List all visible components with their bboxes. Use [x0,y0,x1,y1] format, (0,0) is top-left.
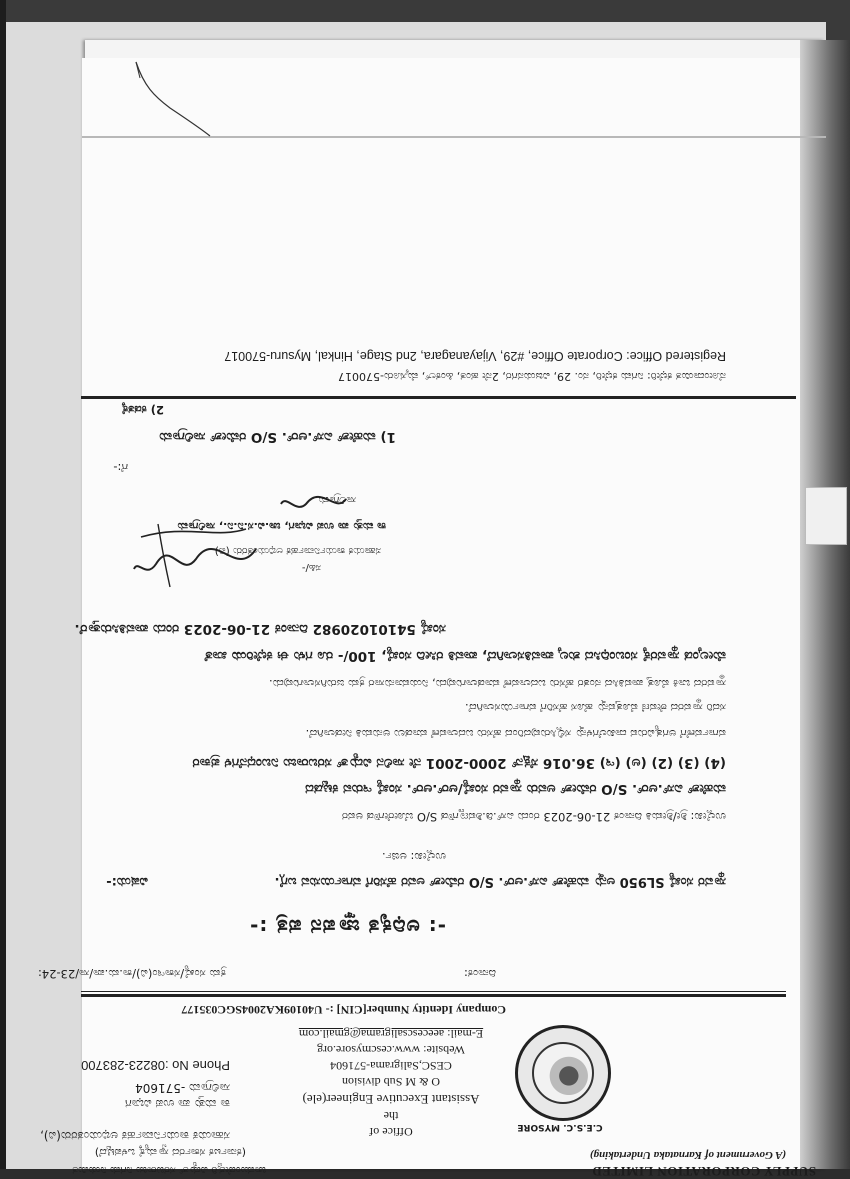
subject-label: ವಿಷಯ:- [106,874,148,889]
subject-reference: ಉಲ್ಲೇಖ: ಅರ್ಜಿ. [381,850,446,864]
office-address: CESC,Saligrama-571604 [330,1059,452,1073]
email: E-mail: aeecescsaligrama@gmail.com [298,1027,484,1041]
document-title: -: ಅಧಿಕೃತ ಜ್ಞಾಪನ ಪತ್ರ :- [249,915,446,939]
body-line-1: ಉಲ್ಲೇಖ: ಶ್ರೀ/ಶ್ರೀಮತಿ ದಿನಾಂಕ 21-06-2023 ರಂದು ಎಸ್.ಡಿ.ಶಿವಣ್ಣಗೌಡ S/O ಬೋರೇಗೌಡ ಅವರ [341,810,726,824]
office-the: the [383,1109,399,1123]
signature-office: ಕಾ ಮತ್ತು ಪಾ ಉಪ ವಿಭಾಗ, ಚಾ.ವಿ.ಸ.ನಿ.ನಿ., ಸಾಲಿಗ್ರಾಮ [177,520,386,533]
website: Website: www.cescmysore.org [317,1043,465,1057]
reference-date: ದಿನಾಂಕ: [463,967,496,981]
cin: Company Identity Number[CIN] :- U40109KA2004SGC035177 [181,1003,506,1017]
body-line-2: ಮಹೇಶ್ ಎಸ್.ಆರ್. S/O ರಮೇಶ್ ಅವರು ಸ್ಥಾವರ ಸಂಖ್ಯೆ/ಆರ್.ಆರ್. ಸಂಖ್ಯೆ ಇರುವ ಕಟ್ಟಡದ [305,781,726,797]
recipient-2: 2) ಕಡತಕ್ಕೆ [121,403,164,417]
header-rule [81,994,786,997]
kannada-office: ಸಹಾಯಕ ಕಾರ್ಯನಿರ್ವಾಹಕ ಅಭಿಯಂತರರು(ವಿ), [40,1129,230,1143]
logo-emblem-icon [532,1042,594,1104]
body-line-6: ಸ್ಥಾವರದ ಬಾಕಿ ಮೊತ್ತ ಪಾವತಿಸಿದ ನಂತರ ಹೆಸರು ಬದಲಾವಣೆ ಮಾಡಲಾಗುವುದು, ನಿಯಮಾನುಸಾರ ಕ್ರಮ ಜರುಗಿಸಲಾಗುವುದು. [269,677,726,691]
reference-number: ಕ್ರಮ ಸಂಖ್ಯೆ/ಸಕಾಇಂ(ವಿ)/ಕಾ.ಮ.ಪಾ/ಸಾ/23-24: [37,967,226,981]
letter-upside-down [37,58,826,1179]
body-line-3: (4) (3) (2) (ಅ) (ಇ) 36.016 ಸೆಕ್ಷನ್ 2000-2001 ನೇ ಸಾಲಿನ ವಿದ್ಯುತ್ ಸರಬರಾಜು ನಿಬಂಧನೆಗಳ ಪ್ರಕಾರ [192,755,726,771]
designation: Assistant Executive Engineer(ele) [302,1092,480,1107]
corporation-name: SUPPLY CORPORATION LIMITED [591,1164,816,1179]
kannada-corp-name: ಚಾಮುಂಡೇಶ್ವರಿ ವಿದ್ಯುತ್ ಸರಬರಾಜು ನಿಗಮ ನಿಯಮಿತ [72,1164,266,1177]
recipient-1: 1) ಮಹೇಶ್ ಎಸ್.ಆರ್. S/O ರಮೇಶ್ ಸಾಲಿಗ್ರಾಮ [159,429,396,445]
logo-text: C.E.S.C. MYSORE [517,1122,603,1132]
kannada-pin: ಸಾಲಿಗ್ರಾಮ -571604 [135,1081,230,1095]
body-line-8: ಸಂಖ್ಯೆ 54101020982 ದಿನಾಂಕ 21-06-2023 ರಂದು ಪಾವತಿಸಿರುತ್ತಾರೆ. [74,621,446,637]
body-line-4: ವರ್ಗಾವಣೆಗೆ ಅಗತ್ಯವಿರುವ ದಾಖಲೆಗಳನ್ನು ಸಲ್ಲಿಸಿರುವುದರಿಂದ ಹೆಸರು ಬದಲಾವಣೆ ಮಾಡಲು ಅನುಮತಿ ನೀಡಲಾಗಿದೆ. [305,727,726,741]
kannada-undertaking: (ಕರ್ನಾಟಕ ಸರ್ಕಾರದ ಸ್ವಾಮ್ಯಕ್ಕೆ ಒಳಪಟ್ಟಿದೆ) [94,1146,246,1159]
office-of: Office of [369,1125,413,1139]
to-label: ಗೆ:- [113,461,128,475]
government-note: (A Government of Karnataka Undertaking) [589,1149,786,1161]
body-line-7: ಮೇಲ್ಕಂಡ ಸ್ಥಾವರಕ್ಕೆ ಸಂಬಂಧಿಸಿದ ಶುಲ್ಕ ಪಾವತಿಸಲಾಗಿದೆ, ಪಾವತಿ ರಸೀದಿ ಸಂಖ್ಯೆ, 100/- ರೂ ಗಳು ಈ ಕಛೇರಿಯ ಖಾತೆ [204,648,726,664]
footer-english: Registered Office: Corporate Office, #29, Vijayanagara, 2nd Stage, Hinkal, Mysuru-570017 [224,349,726,363]
subject-text: ಸ್ಥಾವರ ಸಂಖ್ಯೆ SL950 ಅನ್ನು ಮಹೇಶ್ ಎಸ್.ಆರ್. S/O ರಮೇಶ್ ಅವರ ಹೆಸರಿಗೆ ವರ್ಗಾಯಿಸುವ ಬಗ್ಗೆ. [274,874,726,889]
signature-sd: ಸಹಿ/- [301,562,321,573]
footer-rule [81,396,796,399]
body-line-5: ಸದರಿ ಸ್ಥಾವರದ ಠೇವಣಿ ಮೊತ್ತವನ್ನು ಹೊಸ ಹೆಸರಿಗೆ ವರ್ಗಾಯಿಸಲಾಗಿದೆ. [465,701,726,715]
signature-name: ಸಾಲಿಗ್ರಾಮ [318,494,356,507]
header-rule-thin [81,991,786,992]
cesc-logo [515,1025,611,1132]
signature-designation: ಸಹಾಯಕ ಕಾರ್ಯನಿರ್ವಾಹಕ ಅಭಿಯಂತರರು (ವಿ) [214,545,381,557]
kannada-division: ಕಾ ಮತ್ತು ಪಾ ಉಪ ವಿಭಾಗ [125,1097,230,1111]
sub-division: O & M Sub division [342,1075,441,1089]
phone-number: Phone No :08223-283700 [81,1058,230,1073]
footer-kannada: ನೋಂದಾಯಿತ ಕಛೇರಿ: ನಿಗಮ ಕಛೇರಿ, ನಂ. 29, ವಿಜಯನಗರ, 2ನೇ ಹಂತ, ಹಿಂಕಲ್, ಮೈಸೂರು-570017 [338,370,726,383]
